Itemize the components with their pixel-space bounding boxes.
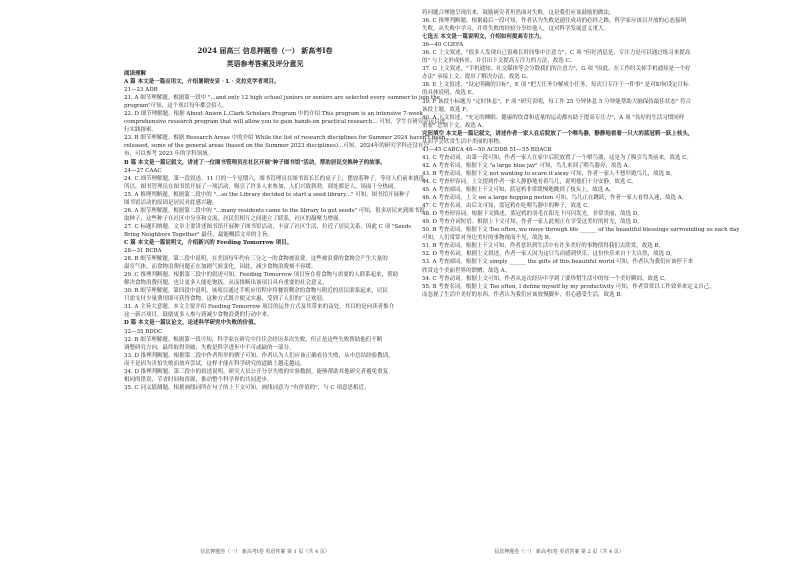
text-line: 28. B 细节理解题。第二段中说明，在美国每年约有三分之一的食物被浪费，这些被浪费的食物会产生大量的 <box>124 256 388 263</box>
text-line: 布，可以参考 2023 年的学科领域。 <box>124 151 213 158</box>
text-line: 41—45 CABCA 46—50 ACDDB 51—55 BDACB <box>422 146 552 153</box>
text-line: 的" 与上文形成转折，并引出下文提高专注力的方法，故选 C。 <box>422 58 576 65</box>
text-line: released, some of the general areas (based on the Summer 2023 disciplines)...可知，2024年的研究学科还没有公 <box>124 143 429 150</box>
text-line: 失败，从失败中学习，并将失败的经验分享给他人，这对科学发展意义重大。 <box>422 26 610 33</box>
text-line: 45. A 考查副词。根据上下文可知，蓝冠鸦非常缓慢地跳到了枝头上，故选 A。 <box>422 187 615 194</box>
text-line: 31. A 主旨大意题。本文主要介绍 Feeding Tomorrow 项目的运作方式及其带来的益处，其目的是向读者推介 <box>124 304 395 311</box>
text-line: 这一新兴项目，鼓励更多人参与到减少食物浪费的行动中来。 <box>124 312 273 319</box>
text-line: 所以，图书管理员在图书馆开展了一项活动，吸引了许多人来参加，人们兴致勃勃，到处都是人，场面十分热闹。 <box>124 183 400 190</box>
text-line: 的具体说明，故选 E。 <box>422 90 478 97</box>
text-line: 34. D 推理判断题。第三段中的叙述说明，研究人员公开分享失败的实验数据，能够帮助其他研究者避免重复 <box>124 368 389 375</box>
text-line: 28—31 BCBA <box>124 248 162 255</box>
text-line: A 篇 本文是一篇应用文，介绍暑期安妥 · L · 克拉克学者项目。 <box>124 79 280 86</box>
text-line: 52. D 考查名词。根据上文叙述，作者一家人因为这只鸟而感到快乐，这份快乐来自于大自然，故选 D。 <box>422 251 676 258</box>
text-line: 30. B 细节理解题。第四段中说明，该项目通过手机应用程序将餐馆剩余的食物与附近的居民联系起来，居民 <box>124 288 388 295</box>
text-line: program"可知，这个项目每年都会招人。 <box>124 103 228 110</box>
text-line: 32—35 BDDC <box>124 328 163 335</box>
text-line: 七选五 本文是一篇说明文，介绍如何提高专注力。 <box>422 34 545 41</box>
text-line: 27. C 标题归纳题。文章主要讲述图书馆开展种子图书馆活动，丰富了社区生活，拉近了居民关系，因此 C 项 "Seeds <box>124 223 412 230</box>
left-column-body <box>124 70 446 392</box>
text-line: 48. D 考查形容词。根据下文描述，蓝冠鸦的羽毛在阳光下闪闪发光，非常美丽，故选 D。 <box>422 211 643 218</box>
text-line: 将问题合理地呈现出来，鼓励研究者坦然面对失败，这是我们应该鼓励的做法。 <box>422 10 615 16</box>
answer-key-subtitle: 英语参考答案及评分意见 <box>226 59 304 68</box>
text-line: 49. D 考查介词短语。根据上下文可知，作者一家人此刻正在享受这美好的时光，故选 D。 <box>422 219 643 226</box>
text-line: 36. C 推理判断题。根据最后一段可知，作者认为失败是通往成功的必经之路，科学家应该以开放的心态接纳 <box>422 18 686 25</box>
text-line: 44. C 考查形容词。上文提到作者一家人静静地看着鸟儿，说明他们十分安静，故选 C。 <box>422 178 637 185</box>
text-line: 行实践探索。 <box>124 127 158 134</box>
text-line: 37. G 上文叙述，"手机通知、社交媒体等会分散我们的注意力"，G 项 "因此，在工作时关掉手机通知是一个好 <box>422 66 691 73</box>
text-line: 43. B 考查动词。根据下文 not wanting to scare it away 可知，作者一家人不想吓跑鸟儿，故选 B。 <box>422 170 676 177</box>
text-line: 24—27 CAAC <box>124 167 162 174</box>
left-page-footer: 信息押题卷（一） 新高考Ⅰ卷 英语答案 第 1 页（共 4 页） <box>200 549 330 555</box>
text-line: D 篇 本文是一篇议论文，论述科学研究中失败的价值。 <box>124 320 260 327</box>
text-line: 39. F 该段小标题为 "定时休息"，F 项 "研究表明，每工作 25 分钟休息 5 分钟能帮助大脑保持最佳状态" 符合 <box>422 98 691 105</box>
text-line: 欣赏这个美丽世界的馈赠，故选 A。 <box>422 267 511 274</box>
text-line: Bring Neighbors Together" 最佳，最能概括文章的主旨。 <box>124 231 273 238</box>
text-line: 从而学会欣赏生活中美丽的事物。 <box>422 138 505 145</box>
text-line: 取种子，这些种子在社区中分享和交流，居民们相互之间建立了联系，社区的凝聚力增强。 <box>124 215 345 222</box>
text-line: 54. C 考查动词。根据上文可知，作者从这次经历中学到了要珍惜生活中的每一个美好瞬间，故选 C。 <box>422 275 670 282</box>
exam-title: 2024 届高三 信息押题卷（一） 新高考Ⅰ卷 <box>197 46 333 55</box>
text-line: 46. A 考查动词。上文 we a large hopping motion 可知，鸟儿正在跳跃，作者一家人看得入迷，故选 A。 <box>422 195 688 202</box>
text-line: 只需支付少量费用即可获得食物，这种方式既方便又实惠，受到了人们的广泛欢迎。 <box>124 296 328 303</box>
text-line: 50. B 考查动词。根据下文 Too often, we move through life ______ of the beautiful blessings surrounding us each day <box>422 227 740 234</box>
text-line: 35. C 词义猜测题。根据画线词所在句子的上下文可知，画线词意为 "有价值的"，与 C 项意思相近。 <box>124 384 370 391</box>
text-line: 图书馆活动的原因是居民对此感兴趣。 <box>124 199 218 206</box>
text-line: 而不是因为害怕失败而放弃尝试，这样才能在科学研究的道路上越走越远。 <box>124 360 306 367</box>
text-line: 51. B 考查动词。根据上下文可知，作者意识到生活中有许多美好的事物值得我们去欣赏，故选 B。 <box>422 243 665 250</box>
text-line: 而忽视了生活中美好的东西，作者认为我们应该放慢脚步，用心感受生活，故选 B。 <box>422 291 626 298</box>
text-line: 55. B 考查名词。根据上文 Too often, I define myself by my productivity 可知，作者常常以工作效率来定义自己， <box>422 283 715 290</box>
text-line: 36—40 CGEFA <box>422 42 464 49</box>
text-line: 22. D 细节理解题。根据 About Anson L.Clark Scholars Program 中的介绍 This program is an intensive 7-week <box>124 111 423 118</box>
text-line: 53. A 考查副词。根据下文 simply ______ the gifts of this beautiful world 可知，作者认为我们应该停下来 <box>422 259 694 266</box>
text-line: 40. A 下文叙述，"充足的睡眠、健康的饮食和适量的运动都有助于提高专注力"，A 项 "良好的生活习惯同样 <box>422 114 685 121</box>
text-line: B 篇 本文是一篇记叙文，讲述了一位图书管理员在社区开展"种子图书馆"活动，帮助居民交换种子的故事。 <box>124 159 386 166</box>
text-line: 29. C 推理判断题。根据第三段中的叙述可知，Feeding Tomorrow 项目旨在将食物与需要的人联系起来，帮助 <box>124 272 399 279</box>
text-line: 调整研究方向，最终取得突破，失败是科学进步中不可或缺的一部分。 <box>124 344 295 351</box>
text-line: 重要" 总领下文，故选 A。 <box>422 122 487 129</box>
text-line: 办法" 承接上文，提出了解决办法，故选 G。 <box>422 74 532 81</box>
right-column <box>422 9 740 557</box>
text-line: 可知，人们常常对身边美好的事物视而不见，故选 B。 <box>422 235 555 242</box>
text-line: 温室气体，而食物浪费问题正在加剧气候变化，因此，减少食物浪费刻不容缓。 <box>124 264 317 271</box>
right-column-body <box>422 9 740 299</box>
text-line: 33. D 推理判断题。根据第二段中作者所举的例子可知，作者认为人们应该正确看待失败，从中总结经验教训， <box>124 352 394 359</box>
text-line: 24. C 细节理解题。第一段叙述，11 月的一个星期六，图书管理员在图书馆长长的桌子上，摆放着种子，等待人们前来挑选。 <box>124 175 430 182</box>
text-line: 36. C 上文叙述，"很多人发现自己很难长时间集中注意力"，C 项 "但好消息是，专注力是可以通过练习来提高 <box>422 50 691 57</box>
text-line: 21. A 细节理解题。根据第一段中 "...and only 12 high school juniors or seniors are selected every summer to join the <box>124 95 441 102</box>
right-page-footer: 信息押题卷（一） 新高考Ⅰ卷 英语答案 第 2 页（共 4 页） <box>494 549 624 555</box>
text-line: 该段主题，故选 F。 <box>422 106 472 113</box>
text-line: 相同的错误，节省时间和资源，推动整个科学界的共同进步。 <box>124 376 273 383</box>
text-line: comprehensive research program that will allow you to gain hands-on practical research... 可知，学生在研究中可以进 <box>124 119 446 126</box>
text-line: 21—23 ADB <box>124 87 158 94</box>
text-line: 32. B 细节理解题。根据第一段可知，科学家在研究中往往会经历多次失败，但正是这些失败帮助他们不断 <box>124 336 383 343</box>
text-line: 完形填空 本文是一篇记叙文，讲述作者一家人在后院放了一个喂鸟器，静静地看着一只大的蓝冠鸦一跃上枝头， <box>422 130 694 137</box>
text-line: 41. C 考查动词。由第一段可知，作者一家人在家中后院放置了一个喂鸟器，这是为了吸引鸟类前来，故选 C。 <box>422 154 692 161</box>
text-line: 26. A 细节理解题。根据第二段中的 "...many residents came to the library to get seeds" 可知，很多居民来到图书馆 <box>124 207 425 214</box>
text-line: 47. C 考查名词。由后文可知，蓝冠鸦在吃喂鸟器中的种子，故选 C。 <box>422 203 593 210</box>
text-line: 42. A 考查名词。根据下文 "a large blue jay" 可知，鸟儿来到了喂鸟器旁，故选 A。 <box>422 162 634 169</box>
text-line: C 篇 本文是一篇说明文，介绍新兴的 Feeding Tomorrow 项目。 <box>124 239 293 246</box>
text-line: 解决食物浪费问题，也让更多人能吃饱饭，从而推断出该项目具有重要的社会意义。 <box>124 280 328 287</box>
text-line: 38. E 上文叙述，"设定明确的目标"，E 项 "把大任务分解成小任务，每次只专注于一件事" 是对如何设定目标 <box>422 82 689 89</box>
text-line: 阅读理解 <box>124 71 147 77</box>
text-line: 25. A 推理判断题。根据第二段中的 "...so the Library decided to start a seed library..." 可知，图书馆开展种子 <box>124 191 411 198</box>
text-line: 23. B 细节理解题。根据 Research Areas 中的介绍 While the list of research disciplines for Summer 2024 haven't been <box>124 135 446 142</box>
